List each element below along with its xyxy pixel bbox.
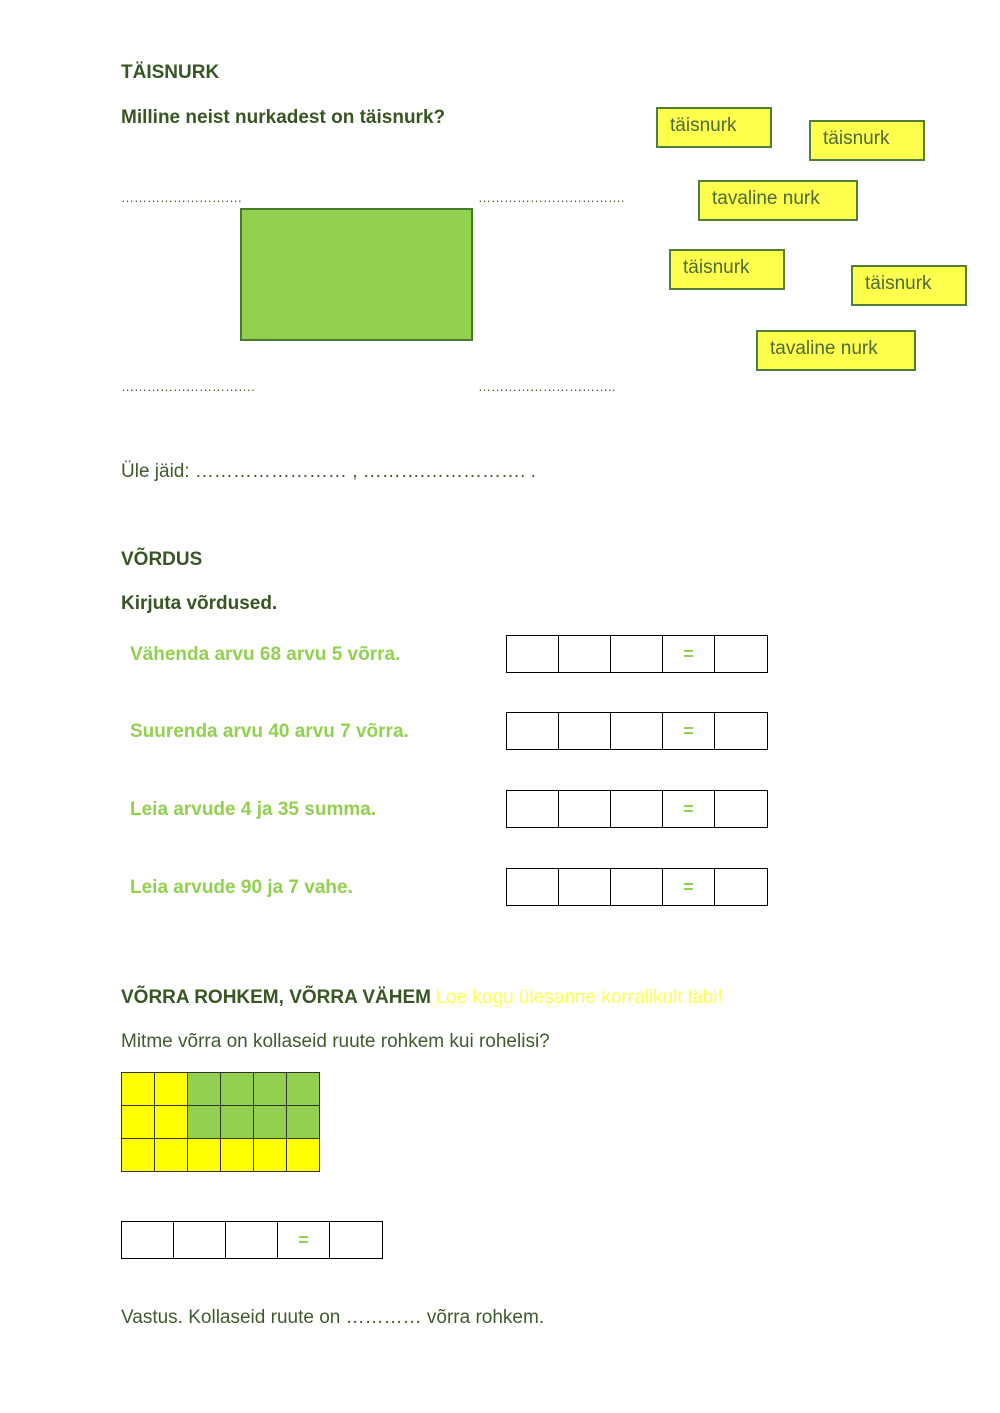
eq5-cell-3[interactable] <box>226 1222 278 1258</box>
eq2-cell-3[interactable] <box>611 713 663 749</box>
eq1-equals-sign: = <box>663 636 715 672</box>
drag-tag-tavaline-nurk-2[interactable]: tavaline nurk <box>756 330 916 371</box>
eq4-equals-sign: = <box>663 869 715 905</box>
eq5-cell-result[interactable] <box>330 1222 382 1258</box>
eq2-cell-1[interactable] <box>507 713 559 749</box>
answer-blank-top-right[interactable]: ……………………………. <box>478 190 625 205</box>
grid-square-green <box>221 1106 254 1139</box>
eq3-cell-result[interactable] <box>715 791 767 827</box>
grid-square-green <box>254 1106 287 1139</box>
eq3-cell-2[interactable] <box>559 791 611 827</box>
grid-square-green <box>254 1073 287 1106</box>
grid-square-yellow <box>155 1106 188 1139</box>
drag-tag-taisnurk-3[interactable]: täisnurk <box>669 249 785 290</box>
eq2-equals-sign: = <box>663 713 715 749</box>
eq4-cell-1[interactable] <box>507 869 559 905</box>
grid-square-yellow <box>122 1139 155 1172</box>
instruction-vordus: Kirjuta võrdused. <box>121 593 278 614</box>
eq4-cell-2[interactable] <box>559 869 611 905</box>
drag-tag-taisnurk-2[interactable]: täisnurk <box>809 120 925 161</box>
answer-line: Vastus. Kollaseid ruute on ………… võrra rohkem. <box>121 1307 545 1328</box>
eq3-equals-sign: = <box>663 791 715 827</box>
task-3-text: Leia arvude 4 ja 35 summa. <box>130 799 377 820</box>
grid-square-yellow <box>287 1139 320 1172</box>
squares-grid <box>121 1072 320 1172</box>
section-title-row <box>121 987 723 1009</box>
eq2-cell-result[interactable] <box>715 713 767 749</box>
section-title-vordus: VÕRDUS <box>121 549 203 570</box>
grid-square-yellow <box>155 1073 188 1106</box>
grid-square-yellow <box>188 1139 221 1172</box>
green-rectangle <box>240 208 473 341</box>
grid-square-green <box>188 1073 221 1106</box>
eq1-cell-result[interactable] <box>715 636 767 672</box>
grid-square-yellow <box>122 1073 155 1106</box>
hint-text: Loe kogu ülesanne korralikult läbi! <box>435 987 723 1008</box>
grid-square-green <box>188 1106 221 1139</box>
grid-square-yellow <box>155 1139 188 1172</box>
task-2-text: Suurenda arvu 40 arvu 7 võrra. <box>130 721 409 742</box>
grid-square-yellow <box>221 1139 254 1172</box>
eq4-cell-result[interactable] <box>715 869 767 905</box>
equation-box-1 <box>506 635 768 673</box>
eq1-cell-3[interactable] <box>611 636 663 672</box>
eq3-cell-1[interactable] <box>507 791 559 827</box>
eq5-equals-sign: = <box>278 1222 330 1258</box>
task-4-text: Leia arvude 90 ja 7 vahe. <box>130 877 353 898</box>
task-1-text: Vähenda arvu 68 arvu 5 võrra. <box>130 644 401 665</box>
section-title-taisnurk: TÄISNURK <box>121 62 220 83</box>
grid-square-yellow <box>122 1106 155 1139</box>
section-title-vorra: VÕRRA ROHKEM, VÕRRA VÄHEM <box>121 987 431 1008</box>
answer-blank-top-left[interactable]: ………………………. <box>121 190 242 205</box>
answer-blank-bottom-right[interactable]: ………………………….. <box>478 379 616 394</box>
leftover-line: Üle jäid: …………………… , ……….……………. . <box>121 461 536 482</box>
eq1-cell-2[interactable] <box>559 636 611 672</box>
grid-square-green <box>221 1073 254 1106</box>
answer-blank-bottom-left[interactable]: …………………………. <box>121 379 255 394</box>
drag-tag-taisnurk-1[interactable]: täisnurk <box>656 107 772 148</box>
equation-box-3 <box>506 790 768 828</box>
grid-square-green <box>287 1073 320 1106</box>
grid-square-yellow <box>254 1139 287 1172</box>
eq4-cell-3[interactable] <box>611 869 663 905</box>
grid-square-green <box>287 1106 320 1139</box>
equation-box-5 <box>121 1221 383 1259</box>
drag-tag-tavaline-nurk-1[interactable]: tavaline nurk <box>698 180 858 221</box>
equation-box-4 <box>506 868 768 906</box>
eq3-cell-3[interactable] <box>611 791 663 827</box>
eq5-cell-1[interactable] <box>122 1222 174 1258</box>
equation-box-2 <box>506 712 768 750</box>
question-taisnurk: Milline neist nurkadest on täisnurk? <box>121 107 446 128</box>
eq1-cell-1[interactable] <box>507 636 559 672</box>
drag-tag-taisnurk-4[interactable]: täisnurk <box>851 265 967 306</box>
question-vorra: Mitme võrra on kollaseid ruute rohkem kui rohelisi? <box>121 1031 550 1052</box>
eq2-cell-2[interactable] <box>559 713 611 749</box>
eq5-cell-2[interactable] <box>174 1222 226 1258</box>
